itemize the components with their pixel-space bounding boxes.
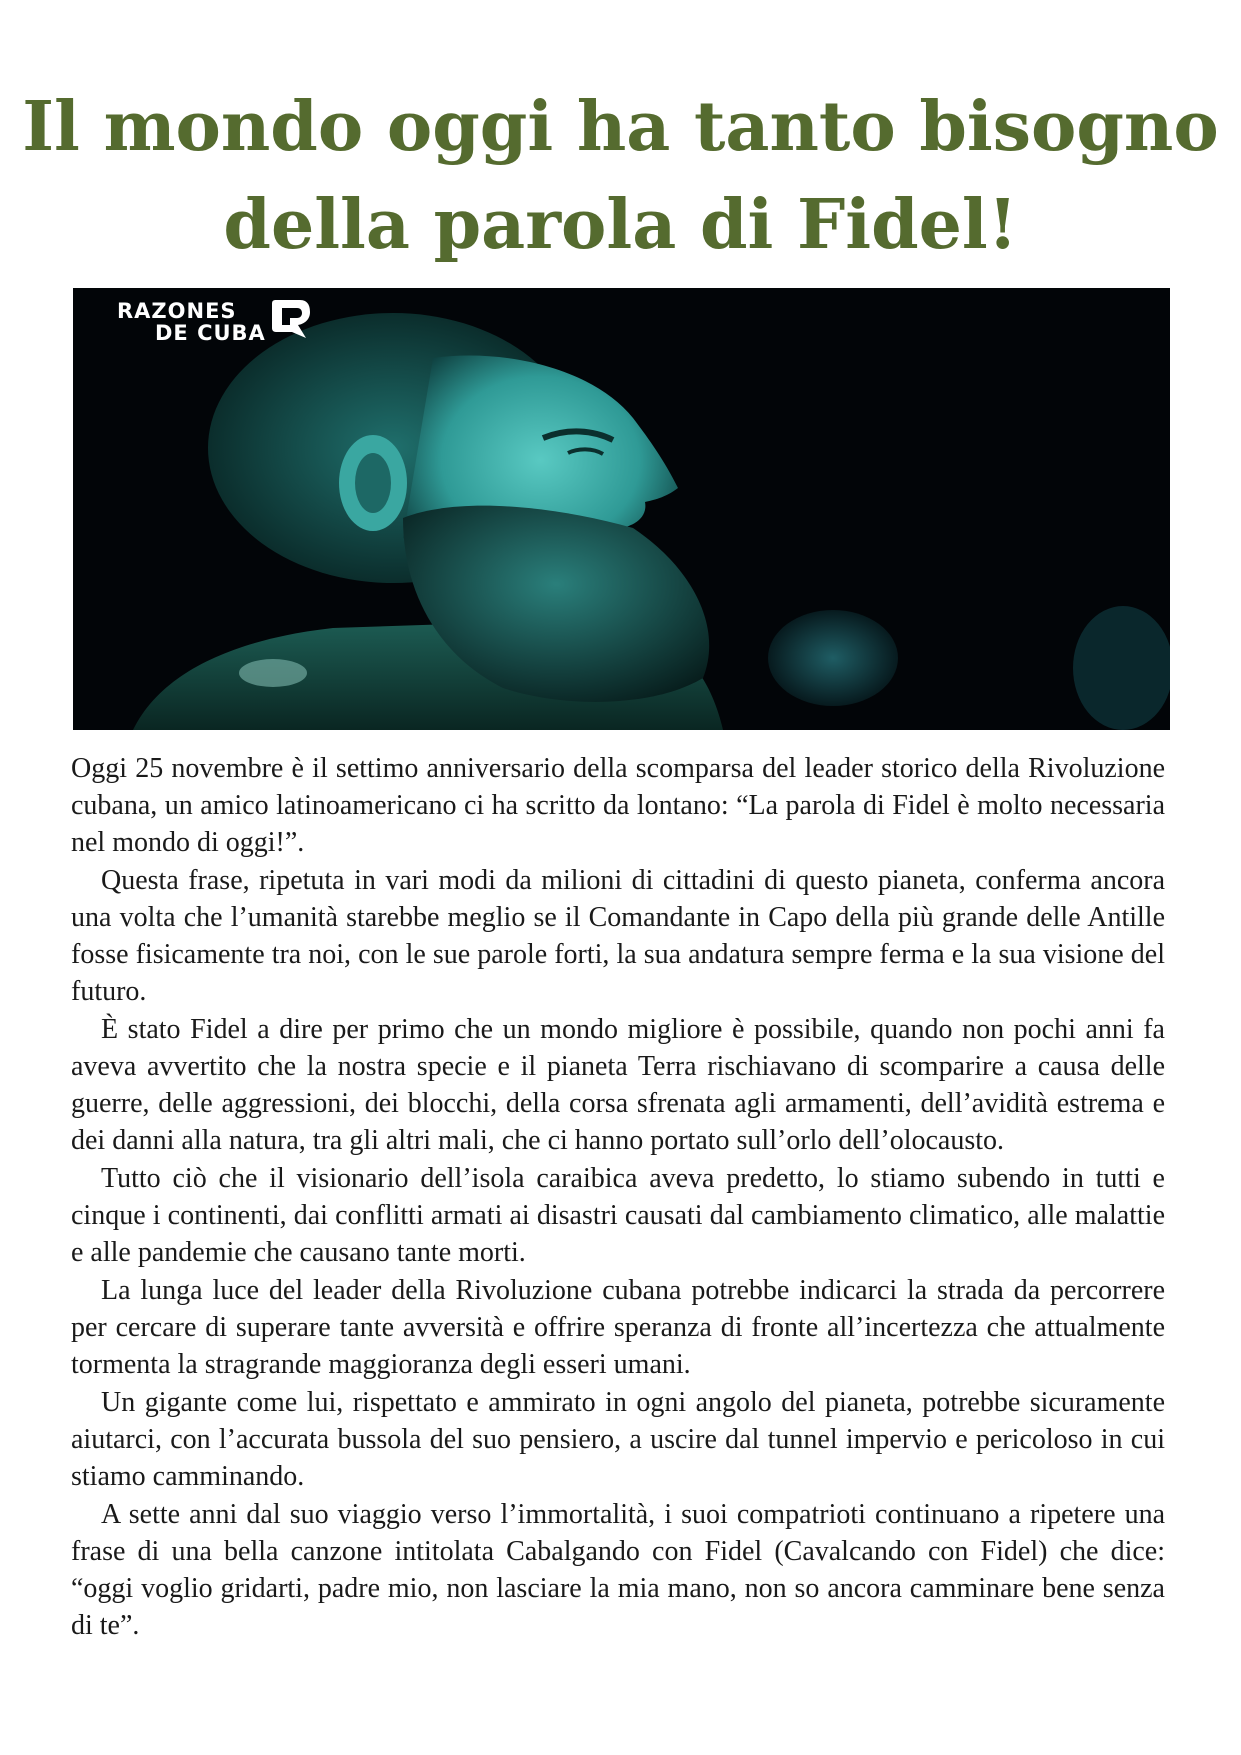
portrait-illustration [73, 288, 1170, 730]
article-body [71, 750, 1165, 1645]
paragraph-1: Oggi 25 novembre è il settimo anniversario della scomparsa del leader storico della Rivoluzione cubana, un amico latinoamericano ci ha scritto da lontano: “La parola di Fidel è molto necessaria nel mondo di oggi!”. [71, 753, 1165, 858]
paragraph-6: Un gigante come lui, rispettato e ammirato in ogni angolo del pianeta, potrebbe sicuramente aiutarci, con l’accurata bussola del suo pensiero, a uscire dal tunnel impervio e pericoloso in cui stiamo camminando. [71, 1387, 1165, 1492]
logo-line-1: RAZONES [117, 299, 237, 323]
title-line-2: della parola di Fidel! [223, 185, 1018, 265]
paragraph-5: La lunga luce del leader della Rivoluzione cubana potrebbe indicarci la strada da percorrere per cercare di superare tante avversità e offrire speranza di fronte all’incertezza che attualmente tormenta la stragrande maggioranza degli esseri umani. [71, 1275, 1165, 1380]
logo-line-2: DE CUBA [155, 321, 266, 345]
portrait-photo [73, 288, 1170, 730]
page-title [0, 78, 1241, 274]
razones-de-cuba-logo [117, 300, 312, 344]
razones-logo-icon [270, 298, 312, 342]
paragraph-3: È stato Fidel a dire per primo che un mondo migliore è possibile, quando non pochi anni fa aveva avvertito che la nostra specie e il pianeta Terra rischiavano di scomparire a causa delle guerre, delle aggressioni, dei blocchi, della corsa sfrenata agli armamenti, dell’avidità estrema e dei danni alla natura, tra gli altri mali, che ci hanno portato sull’orlo dell’olocausto. [71, 1014, 1165, 1156]
paragraph-7: A sette anni dal suo viaggio verso l’immortalità, i suoi compatrioti continuano a ripetere una frase di una bella canzone intitolata Cabalgando con Fidel (Cavalcando con Fidel) che dice: “oggi voglio gridarti, padre mio, non lasciare la mia mano, non so ancora camminare bene senza di te”. [71, 1499, 1165, 1641]
paragraph-2: Questa frase, ripetuta in vari modi da milioni di cittadini di questo pianeta, conferma ancora una volta che l’umanità starebbe meglio se il Comandante in Capo della più grande delle Antille fosse fisicamente tra noi, con le sue parole forti, la sua andatura sempre ferma e la sua visione del futuro. [71, 865, 1165, 1007]
paragraph-4: Tutto ciò che il visionario dell’isola caraibica aveva predetto, lo stiamo subendo in tutti e cinque i continenti, dai conflitti armati ai disastri causati dal cambiamento climatico, alle malattie e alle pandemie che causano tante morti. [71, 1163, 1165, 1268]
title-line-1: Il mondo oggi ha tanto bisogno [22, 87, 1219, 167]
